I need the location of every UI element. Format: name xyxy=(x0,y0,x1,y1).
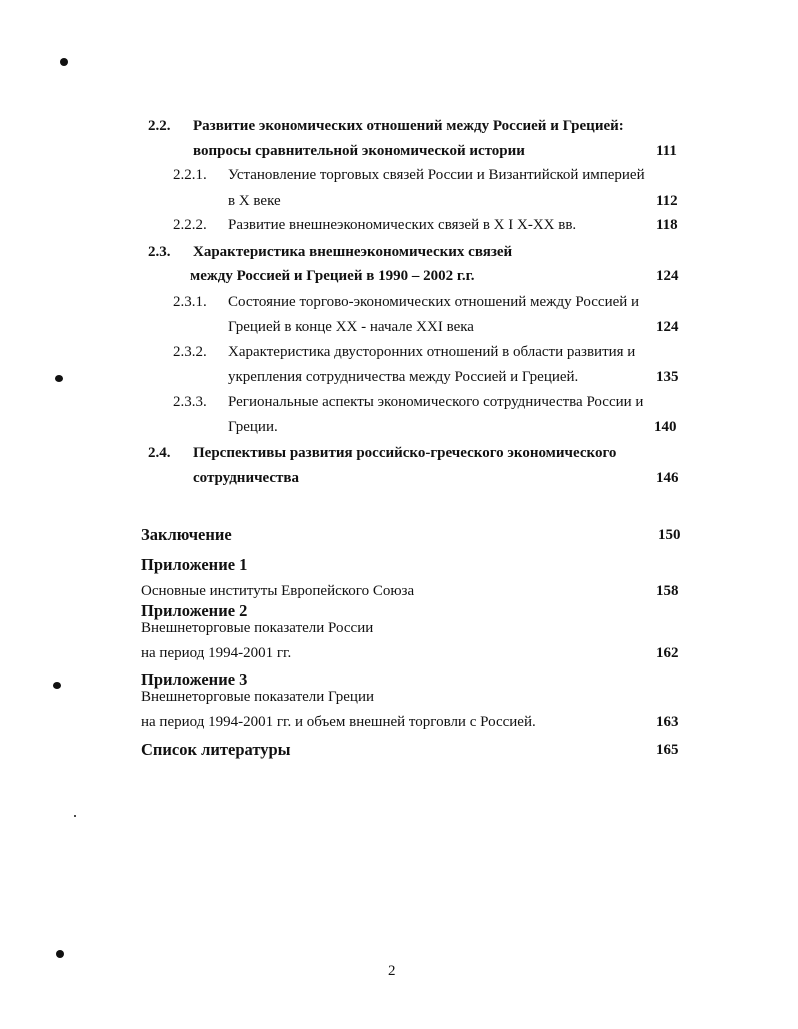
toc-num-2-2: 2.2. xyxy=(148,118,171,134)
scan-dot xyxy=(60,58,68,66)
toc-title-2-3-line1: Характеристика внешнеэкономических связей xyxy=(193,244,513,260)
toc-app3-page: 163 xyxy=(656,714,679,730)
toc-title-2-3-1-line2: Грецией в конце XX - начале XXI века xyxy=(228,319,474,335)
toc-bibliography-page: 165 xyxy=(656,742,679,758)
toc-app1-title: Приложение 1 xyxy=(141,555,248,574)
toc-conclusion-title: Заключение xyxy=(141,525,232,544)
toc-bibliography-title: Список литературы xyxy=(141,740,291,759)
toc-page-2-3-1: 124 xyxy=(656,319,679,335)
toc-page-2-3: 124 xyxy=(656,268,679,284)
toc-app3-line1: Внешнеторговые показатели Греции xyxy=(141,689,375,705)
toc-app1-page: 158 xyxy=(656,583,679,599)
toc-page-2-3-3: 140 xyxy=(654,419,677,435)
scan-dot xyxy=(74,815,76,817)
toc-title-2-3-1-line1: Состояние торгово-экономических отношений между Россией и xyxy=(228,294,640,310)
page-number: 2 xyxy=(388,963,396,979)
scan-dot xyxy=(53,682,61,689)
toc-title-2-3-line2: между Россией и Грецией в 1990 – 2002 г.г. xyxy=(190,268,475,284)
toc-title-2-3-3-line1: Региональные аспекты экономического сотрудничества России и xyxy=(228,394,644,410)
toc-page-2-2: 111 xyxy=(656,143,677,159)
toc-conclusion-page: 150 xyxy=(658,527,681,543)
toc-title-2-2-1-line1: Установление торговых связей России и Византийской империей xyxy=(228,167,645,183)
toc-app3-title: Приложение 3 xyxy=(141,670,248,689)
toc-num-2-4: 2.4. xyxy=(148,445,171,461)
toc-num-2-2-1: 2.2.1. xyxy=(173,167,207,183)
scan-dot xyxy=(56,950,64,958)
toc-app2-title: Приложение 2 xyxy=(141,601,248,620)
toc-num-2-2-2: 2.2.2. xyxy=(173,217,207,233)
toc-title-2-2-line2: вопросы сравнительной экономической истории xyxy=(193,143,525,159)
toc-title-2-2-1-line2: в X веке xyxy=(228,193,281,209)
scan-dot xyxy=(55,375,63,382)
toc-app2-line1: Внешнеторговые показатели России xyxy=(141,620,374,636)
toc-title-2-2-2: Развитие внешнеэкономических связей в X I X-XX вв. xyxy=(228,217,577,233)
toc-num-2-3-2: 2.3.2. xyxy=(173,344,207,360)
toc-page-2-4: 146 xyxy=(656,470,679,486)
toc-app3-line2: на период 1994-2001 гг. и объем внешней торговли с Россией. xyxy=(141,714,536,730)
toc-title-2-4-line2: сотрудничества xyxy=(193,470,300,486)
toc-title-2-2-line1: Развитие экономических отношений между Россией и Грецией: xyxy=(193,118,624,134)
toc-num-2-3-1: 2.3.1. xyxy=(173,294,207,310)
toc-title-2-3-2-line2: укрепления сотрудничества между Россией и Грецией. xyxy=(228,369,579,385)
toc-num-2-3: 2.3. xyxy=(148,244,171,260)
toc-app1-line1: Основные институты Европейского Союза xyxy=(141,583,415,599)
toc-title-2-3-2-line1: Характеристика двусторонних отношений в области развития и xyxy=(228,344,636,360)
toc-num-2-3-3: 2.3.3. xyxy=(173,394,207,410)
toc-app2-page: 162 xyxy=(656,645,679,661)
toc-title-2-4-line1: Перспективы развития российско-греческого экономического xyxy=(193,445,617,461)
toc-page-2-2-2: 118 xyxy=(656,217,678,233)
toc-title-2-3-3-line2: Греции. xyxy=(228,419,278,435)
toc-page-2-3-2: 135 xyxy=(656,369,679,385)
toc-page-2-2-1: 112 xyxy=(656,193,678,209)
toc-app2-line2: на период 1994-2001 гг. xyxy=(141,645,292,661)
